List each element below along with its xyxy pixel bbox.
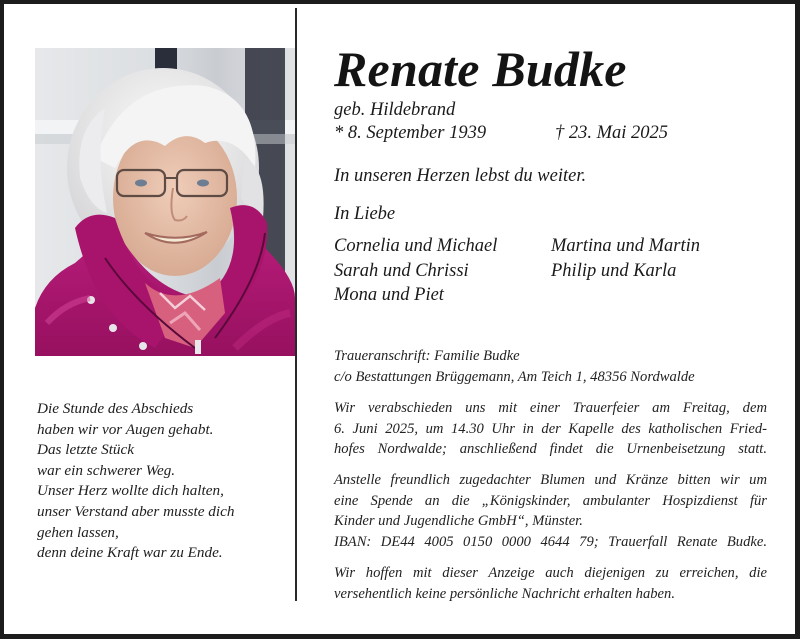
poem-line: haben wir vor Augen gehabt. (37, 420, 214, 438)
poem-line: Das letzte Stück (37, 441, 135, 459)
farewell-poem (37, 399, 287, 564)
vertical-divider (295, 8, 297, 601)
mourner-entry: Mona und Piet (334, 285, 444, 305)
death-date: † 23. Mai 2025 (555, 123, 669, 143)
ceremony-line: Wir verabschieden uns mit einer Trauerfeier am Freitag, dem (334, 400, 767, 416)
mourners-column-1 (334, 234, 497, 308)
portrait-illustration-icon (35, 48, 295, 356)
mourning-address (334, 346, 767, 387)
donation-request (334, 470, 767, 552)
deceased-name: Renate Budke (334, 41, 627, 97)
ceremony-info (334, 398, 767, 460)
donation-line: Anstelle freundlich zugedachter Blumen und Kränze bitten wir um (334, 472, 767, 488)
mourner-entry: Sarah und Chrissi (334, 260, 469, 281)
ceremony-line: 6. Juni 2025, um 14.30 Uhr in der Kapelle des katholischen Fried- (334, 420, 767, 437)
poem-line: unser Verstand aber musste dich (37, 502, 235, 520)
ceremony-line: hofes Nordwalde; anschließend findet die Urnenbeisetzung statt. (334, 441, 767, 458)
poem-line: Unser Herz wollte dich halten, (37, 482, 224, 500)
birth-name: geb. Hildebrand (334, 100, 456, 120)
portrait-photo (35, 48, 295, 356)
mourner-entry: Martina und Martin (551, 236, 701, 256)
mourner-entry: Cornelia und Michael (334, 236, 498, 256)
iban-line: IBAN: DE44 4005 0150 0000 4644 79; Trauerfall Renate Budke. (334, 533, 767, 550)
notice-line: versehentlich keine persönliche Nachricht erhalten haben. (334, 585, 675, 602)
poem-line: Die Stunde des Abschieds (37, 400, 194, 417)
motto: In unseren Herzen lebst du weiter. (334, 166, 587, 186)
love-heading: In Liebe (334, 204, 396, 224)
closing-notice (334, 563, 767, 604)
mourners-column-2 (551, 234, 700, 283)
donation-line: Kinder und Jugendliche GmbH“, Münster. (334, 513, 583, 530)
donation-line: eine Spende an die „Königskinder, ambulanter Hospizdienst für (334, 492, 767, 509)
birth-date: * 8. September 1939 (334, 123, 487, 143)
poem-line: gehen lassen, (37, 523, 119, 541)
notice-line: Wir hoffen mit dieser Anzeige auch diejenigen zu erreichen, die (334, 565, 767, 581)
address-line: Traueranschrift: Familie Budke (334, 348, 520, 364)
poem-line: denn deine Kraft war zu Ende. (37, 544, 223, 562)
mourner-entry: Philip und Karla (551, 260, 677, 281)
life-dates (334, 123, 768, 144)
poem-line: war ein schwerer Weg. (37, 461, 176, 479)
address-line: c/o Bestattungen Brüggemann, Am Teich 1, 48356 Nordwalde (334, 368, 695, 385)
